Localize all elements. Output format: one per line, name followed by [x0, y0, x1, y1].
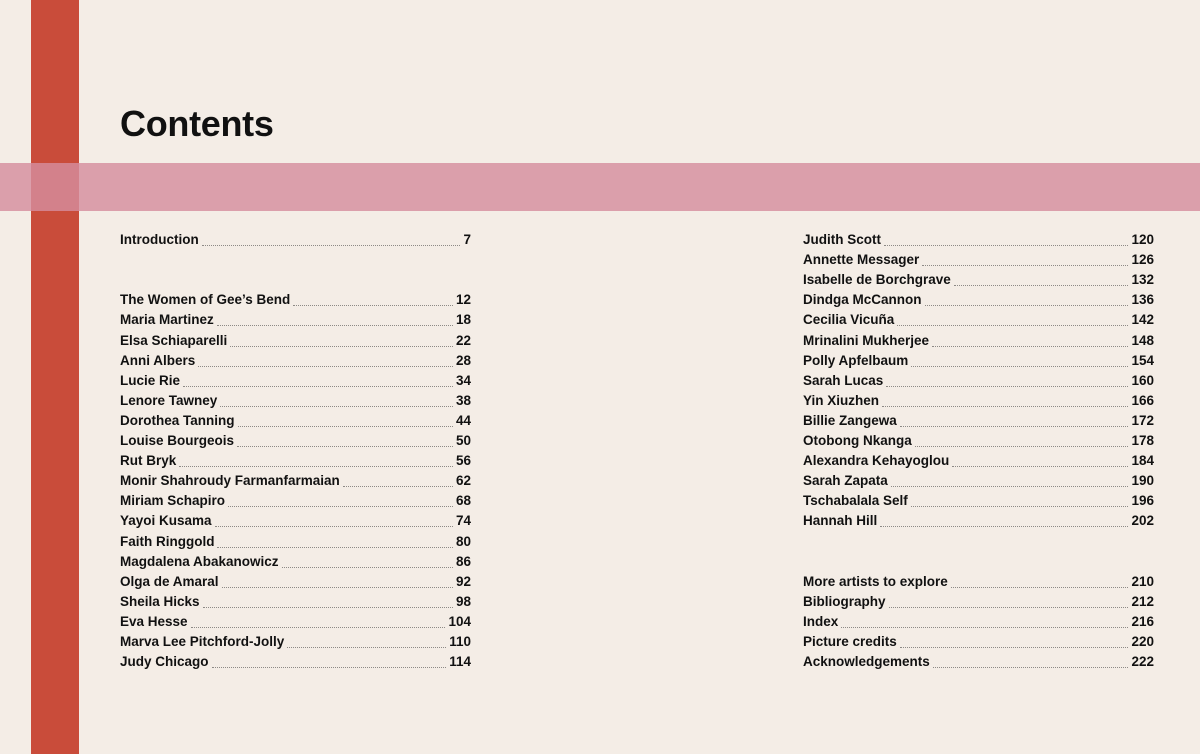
toc-entry-page-number: 222 [1131, 654, 1154, 670]
toc-entry-page-number: 148 [1131, 332, 1154, 348]
dot-leader [212, 667, 447, 668]
toc-entry-page-number: 154 [1131, 352, 1154, 368]
toc-entry[interactable] [120, 632, 471, 652]
toc-entry-page-number: 38 [455, 392, 471, 408]
toc-entry-page-number: 120 [1131, 232, 1154, 248]
toc-group [120, 230, 471, 250]
toc-entry[interactable] [120, 310, 471, 330]
toc-entry-title: Mrinalini Mukherjee [803, 332, 930, 348]
toc-entry[interactable] [803, 511, 1154, 531]
page-title: Contents [120, 103, 274, 144]
toc-entry[interactable] [120, 491, 471, 511]
toc-entry-page-number: 136 [1131, 292, 1154, 308]
dot-leader [841, 627, 1128, 628]
dot-leader [889, 607, 1129, 608]
toc-entry-title: Otobong Nkanga [803, 433, 912, 449]
toc-entry[interactable] [120, 652, 471, 672]
toc-entry-page-number: 68 [455, 493, 471, 509]
toc-entry[interactable] [803, 491, 1154, 511]
toc-entry-title: Polly Apfelbaum [803, 352, 909, 368]
toc-group [803, 572, 1154, 672]
toc-entry-page-number: 126 [1131, 252, 1154, 268]
toc-entry[interactable] [120, 471, 471, 491]
dot-leader [238, 426, 453, 427]
toc-entry-title: More artists to explore [803, 573, 948, 589]
toc-entry[interactable] [803, 230, 1154, 250]
toc-entry-title: Hannah Hill [803, 513, 878, 529]
toc-entry[interactable] [120, 371, 471, 391]
dot-leader [886, 386, 1128, 387]
toc-entry-page-number: 220 [1131, 633, 1154, 649]
toc-entry[interactable] [120, 511, 471, 531]
toc-entry-page-number: 50 [455, 433, 471, 449]
toc-entry[interactable] [803, 572, 1154, 592]
dot-leader [954, 285, 1129, 286]
toc-entry-title: Lucie Rie [120, 372, 181, 388]
toc-entry-title: Sheila Hicks [120, 593, 200, 609]
toc-entry-title: Eva Hesse [120, 613, 188, 629]
toc-entry[interactable] [120, 572, 471, 592]
toc-entry-title: Index [803, 613, 839, 629]
toc-entry[interactable] [120, 411, 471, 431]
toc-entry-title: Billie Zangewa [803, 412, 897, 428]
dot-leader [884, 245, 1128, 246]
toc-entry-title: Monir Shahroudy Farmanfarmaian [120, 473, 340, 489]
dot-leader [293, 305, 453, 306]
toc-entry-page-number: 212 [1131, 593, 1154, 609]
dot-leader [191, 627, 446, 628]
toc-entry[interactable] [803, 592, 1154, 612]
toc-entry-page-number: 104 [448, 613, 471, 629]
dot-leader [217, 547, 452, 548]
toc-entry-title: Olga de Amaral [120, 573, 219, 589]
toc-entry[interactable] [120, 290, 471, 310]
toc-group [120, 290, 471, 672]
dot-leader [952, 466, 1128, 467]
dot-leader [343, 486, 453, 487]
toc-entry-title: Maria Martinez [120, 312, 214, 328]
toc-entry-title: Acknowledgements [803, 654, 930, 670]
toc-entry-title: Anni Albers [120, 352, 196, 368]
toc-entry-page-number: 202 [1131, 513, 1154, 529]
toc-entry[interactable] [120, 552, 471, 572]
toc-entry-page-number: 86 [455, 553, 471, 569]
toc-entry[interactable] [120, 592, 471, 612]
toc-entry-page-number: 92 [455, 573, 471, 589]
toc-entry-page-number: 62 [455, 473, 471, 489]
toc-entry-title: Sarah Zapata [803, 473, 888, 489]
dot-leader [215, 526, 453, 527]
vertical-red-band [31, 0, 79, 754]
toc-entry[interactable] [803, 391, 1154, 411]
toc-entry-title: Miriam Schapiro [120, 493, 226, 509]
toc-entry-page-number: 18 [455, 312, 471, 328]
dot-leader [915, 446, 1129, 447]
toc-entry[interactable] [120, 612, 471, 632]
toc-entry[interactable] [803, 612, 1154, 632]
toc-entry[interactable] [120, 330, 471, 350]
toc-entry-title: Tschabalala Self [803, 493, 908, 509]
dot-leader [287, 647, 446, 648]
toc-entry-page-number: 142 [1131, 312, 1154, 328]
toc-entry-page-number: 216 [1131, 613, 1154, 629]
toc-entry[interactable] [120, 391, 471, 411]
toc-entry-title: Magdalena Abakanowicz [120, 553, 279, 569]
toc-entry[interactable] [120, 351, 471, 371]
toc-entry-title: Isabelle de Borchgrave [803, 272, 951, 288]
toc-entry-title: Judith Scott [803, 232, 881, 248]
toc-entry-title: Dorothea Tanning [120, 412, 235, 428]
toc-entry-title: Judy Chicago [120, 654, 209, 670]
dot-leader [183, 386, 453, 387]
toc-entry-page-number: 28 [455, 352, 471, 368]
toc-entry[interactable] [803, 290, 1154, 310]
toc-entry-title: The Women of Gee’s Bend [120, 292, 291, 308]
toc-entry-page-number: 160 [1131, 372, 1154, 388]
dot-leader [925, 305, 1129, 306]
contents-column-right [803, 230, 1154, 672]
dot-leader [179, 466, 453, 467]
horizontal-pink-band [0, 163, 1200, 211]
toc-entry-page-number: 184 [1131, 453, 1154, 469]
toc-entry-page-number: 7 [463, 232, 471, 248]
toc-entry-title: Faith Ringgold [120, 533, 215, 549]
toc-entry-page-number: 98 [455, 593, 471, 609]
toc-entry[interactable] [803, 471, 1154, 491]
dot-leader [922, 265, 1128, 266]
dot-leader [220, 406, 453, 407]
toc-entry[interactable] [803, 250, 1154, 270]
dot-leader [237, 446, 453, 447]
toc-entry-page-number: 178 [1131, 433, 1154, 449]
toc-entry[interactable] [803, 270, 1154, 290]
toc-entry-page-number: 56 [455, 453, 471, 469]
dot-leader [933, 667, 1129, 668]
toc-entry-page-number: 172 [1131, 412, 1154, 428]
toc-entry-page-number: 190 [1131, 473, 1154, 489]
toc-entry[interactable] [120, 230, 471, 250]
toc-entry[interactable] [803, 652, 1154, 672]
dot-leader [882, 406, 1128, 407]
contents-column-left [120, 230, 471, 672]
dot-leader [951, 587, 1129, 588]
toc-entry[interactable] [803, 330, 1154, 350]
toc-entry-page-number: 34 [455, 372, 471, 388]
toc-entry[interactable] [803, 632, 1154, 652]
dot-leader [897, 325, 1128, 326]
toc-entry-title: Cecilia Vicuña [803, 312, 895, 328]
toc-entry-title: Marva Lee Pitchford-Jolly [120, 633, 285, 649]
dot-leader [900, 426, 1129, 427]
toc-entry[interactable] [120, 451, 471, 471]
toc-entry-title: Bibliography [803, 593, 886, 609]
toc-entry-title: Yin Xiuzhen [803, 392, 880, 408]
toc-entry-page-number: 80 [455, 533, 471, 549]
dot-leader [230, 346, 453, 347]
toc-entry-title: Introduction [120, 232, 199, 248]
toc-entry-title: Alexandra Kehayoglou [803, 453, 950, 469]
toc-entry-title: Yayoi Kusama [120, 513, 212, 529]
toc-entry-title: Louise Bourgeois [120, 433, 235, 449]
toc-entry[interactable] [803, 411, 1154, 431]
dot-leader [203, 607, 453, 608]
toc-entry[interactable] [803, 351, 1154, 371]
toc-entry[interactable] [120, 531, 471, 551]
toc-entry[interactable] [803, 371, 1154, 391]
toc-entry-page-number: 74 [455, 513, 471, 529]
toc-entry[interactable] [803, 310, 1154, 330]
toc-entry-page-number: 44 [455, 412, 471, 428]
dot-leader [228, 506, 453, 507]
toc-entry[interactable] [803, 431, 1154, 451]
toc-entry-title: Picture credits [803, 633, 897, 649]
toc-entry-page-number: 22 [455, 332, 471, 348]
toc-entry-page-number: 114 [449, 654, 471, 670]
dot-leader [900, 647, 1129, 648]
dot-leader [217, 325, 453, 326]
dot-leader [202, 245, 461, 246]
toc-entry-title: Dindga McCannon [803, 292, 922, 308]
dot-leader [911, 366, 1128, 367]
toc-entry[interactable] [120, 431, 471, 451]
dot-leader [222, 587, 453, 588]
toc-entry-title: Elsa Schiaparelli [120, 332, 228, 348]
toc-entry-page-number: 132 [1131, 272, 1154, 288]
dot-leader [911, 506, 1129, 507]
dot-leader [282, 567, 453, 568]
dot-leader [932, 346, 1128, 347]
toc-entry[interactable] [803, 451, 1154, 471]
dot-leader [880, 526, 1128, 527]
toc-entry-page-number: 196 [1131, 493, 1154, 509]
toc-entry-page-number: 210 [1131, 573, 1154, 589]
toc-entry-title: Rut Bryk [120, 453, 177, 469]
toc-entry-page-number: 12 [455, 292, 471, 308]
toc-entry-page-number: 166 [1131, 392, 1154, 408]
dot-leader [891, 486, 1129, 487]
toc-entry-title: Annette Messager [803, 252, 920, 268]
toc-entry-page-number: 110 [449, 633, 471, 649]
toc-group [803, 230, 1154, 531]
dot-leader [198, 366, 453, 367]
toc-entry-title: Lenore Tawney [120, 392, 218, 408]
toc-entry-title: Sarah Lucas [803, 372, 884, 388]
